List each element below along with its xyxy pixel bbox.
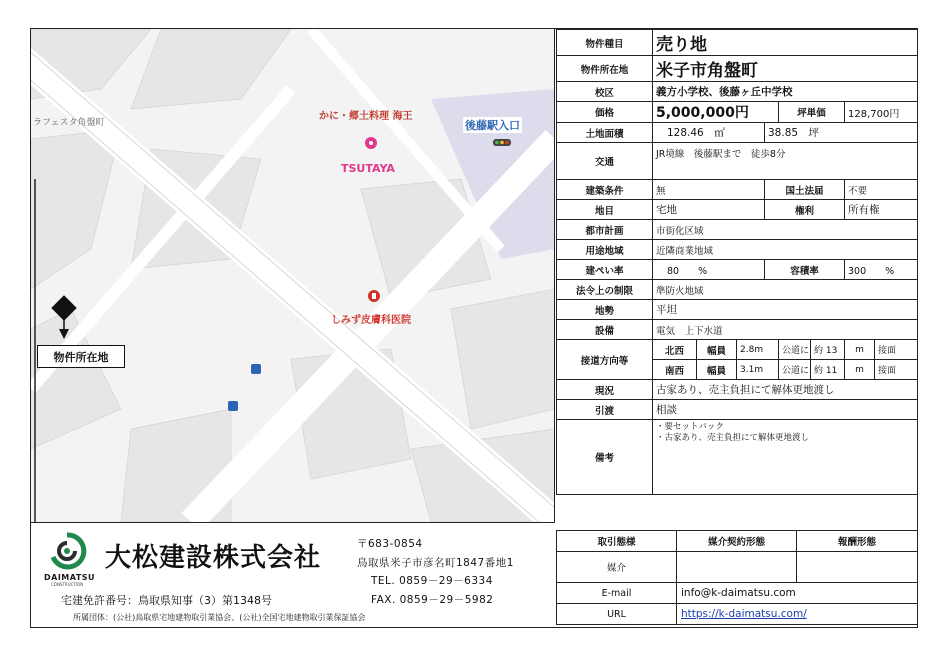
terrain-value: 平坦 xyxy=(653,300,918,320)
road-1-approx: 約 xyxy=(814,346,824,356)
road-1-width: 2.8m xyxy=(737,340,779,360)
road-1-unit: m xyxy=(845,340,875,360)
logo-text: DAIMATSU xyxy=(44,573,96,582)
map-label-lafesta: ラフェスタ角盤町 xyxy=(33,118,105,128)
daimatsu-logo-icon xyxy=(47,531,87,571)
road-1-road: 公道に xyxy=(779,340,811,360)
notes-label: 備考 xyxy=(557,420,653,495)
map-graphic xyxy=(31,29,555,522)
url-cell xyxy=(677,604,918,625)
property-info-table xyxy=(556,29,918,495)
road-1-len: 13 xyxy=(825,346,838,356)
far-value: 300 % xyxy=(845,260,918,280)
association: 所属団体：(公社)鳥取県宅地建物取引業協会、(公社)全国宅地建物取引業保証協会 xyxy=(73,613,366,622)
rights-label: 権利 xyxy=(765,200,845,220)
road-1-contact: 接面 xyxy=(875,340,918,360)
fee-type-value xyxy=(797,552,918,583)
property-location-label: 物件所在地 xyxy=(37,345,125,368)
traffic-label: 交通 xyxy=(557,143,653,180)
road-2-unit: m xyxy=(845,360,875,380)
terrain-label: 地勢 xyxy=(557,300,653,320)
law-value: 準防火地域 xyxy=(653,280,918,300)
facility-value: 電気 上下水道 xyxy=(653,320,918,340)
use-zone-label: 用途地域 xyxy=(557,240,653,260)
bcr-label: 建ぺい率 xyxy=(557,260,653,280)
map-label-kani: かに・郷土料理 海王 xyxy=(319,111,413,122)
company-address xyxy=(357,535,514,609)
bus-stop-icon-2 xyxy=(228,401,238,411)
transaction-table xyxy=(556,530,918,625)
road-label: 接道方向等 xyxy=(557,340,653,380)
price-value: 5,000,000円 xyxy=(653,102,779,123)
land-area-label: 土地面積 xyxy=(557,123,653,143)
far-label: 容積率 xyxy=(765,260,845,280)
road-1-width-label: 幅員 xyxy=(697,340,737,360)
land-area-tsubo: 38.85 坪 xyxy=(765,123,918,143)
road-1-length xyxy=(811,340,845,360)
fee-type-label: 報酬形態 xyxy=(797,531,918,552)
license-number: 宅建免許番号：鳥取県知事（3）第1348号 xyxy=(61,594,272,607)
traffic-light-icon xyxy=(493,139,511,146)
clinic-pin-icon xyxy=(368,290,380,302)
note-2: ・古家あり、売主負担にて解体更地渡し xyxy=(656,433,810,443)
company-name: 大松建設株式会社 xyxy=(105,543,322,573)
land-notice-label: 国土法届 xyxy=(765,180,845,200)
rights-value: 所有権 xyxy=(845,200,918,220)
handover-label: 引渡 xyxy=(557,400,653,420)
road-2-road: 公道に xyxy=(779,360,811,380)
city-plan-value: 市街化区域 xyxy=(653,220,918,240)
location-label: 物件所在地 xyxy=(557,56,653,82)
notes-value xyxy=(653,420,918,495)
url-label: URL xyxy=(557,604,677,625)
map-label-tsutaya: TSUTAYA xyxy=(341,162,395,175)
road-2-len: 11 xyxy=(825,366,838,376)
law-label: 法令上の制限 xyxy=(557,280,653,300)
road-2-approx: 約 xyxy=(814,366,824,376)
road-2-length xyxy=(811,360,845,380)
building-cond-label: 建築条件 xyxy=(557,180,653,200)
unit-price-label: 坪単価 xyxy=(779,102,845,123)
bcr-value: 80 % xyxy=(653,260,765,280)
facility-label: 設備 xyxy=(557,320,653,340)
note-1: ・要セットバック xyxy=(656,422,724,432)
city-plan-label: 都市計画 xyxy=(557,220,653,240)
road-1-direction: 北西 xyxy=(653,340,697,360)
fax: FAX. 0859－29－5982 xyxy=(371,593,494,606)
land-type-value: 宅地 xyxy=(653,200,765,220)
company-block xyxy=(31,522,555,627)
transaction-mode-label: 取引態様 xyxy=(557,531,677,552)
road-2-width-label: 幅員 xyxy=(697,360,737,380)
contract-type-value xyxy=(677,552,797,583)
postal-code: 〒683-0854 xyxy=(357,538,423,550)
property-type: 売り地 xyxy=(653,30,918,56)
land-type-label: 地目 xyxy=(557,200,653,220)
handover-value: 相談 xyxy=(653,400,918,420)
school-label: 校区 xyxy=(557,82,653,102)
road-2-width: 3.1m xyxy=(737,360,779,380)
property-location: 米子市角盤町 xyxy=(653,56,918,82)
status-label: 現況 xyxy=(557,380,653,400)
use-zone-value: 近隣商業地域 xyxy=(653,240,918,260)
road-2-direction: 南西 xyxy=(653,360,697,380)
map-label-goto-station: 後藤駅入口 xyxy=(465,119,520,132)
traffic-value: JR境線 後藤駅まで 徒歩8分 xyxy=(653,143,918,180)
land-area-m2: 128.46 ㎡ xyxy=(653,123,765,143)
address-line: 鳥取県米子市彦名町1847番地1 xyxy=(357,556,514,569)
land-notice-value: 不要 xyxy=(845,180,918,200)
map-label-shimizu-clinic: しみず皮膚科医院 xyxy=(331,315,411,326)
transaction-mode-value: 媒介 xyxy=(557,552,677,583)
tsutaya-pin-icon xyxy=(365,137,377,149)
location-map xyxy=(31,29,555,522)
type-label: 物件種目 xyxy=(557,30,653,56)
building-cond-value: 無 xyxy=(653,180,765,200)
contract-type-label: 媒介契約形態 xyxy=(677,531,797,552)
road-2-contact: 接面 xyxy=(875,360,918,380)
price-label: 価格 xyxy=(557,102,653,123)
school-district: 義方小学校、後藤ヶ丘中学校 xyxy=(653,82,918,102)
bus-stop-icon-1 xyxy=(251,364,261,374)
email-label: E-mail xyxy=(557,583,677,604)
unit-price-value: 128,700円 xyxy=(845,102,918,123)
email-value[interactable]: info@k-daimatsu.com xyxy=(677,583,918,604)
logo-subtext: CONSTRUCTION xyxy=(51,582,84,587)
status-value: 古家あり、売主負担にて解体更地渡し xyxy=(653,380,918,400)
tel: TEL. 0859－29－6334 xyxy=(371,575,493,587)
url-link[interactable]: https://k-daimatsu.com/ xyxy=(681,608,807,620)
